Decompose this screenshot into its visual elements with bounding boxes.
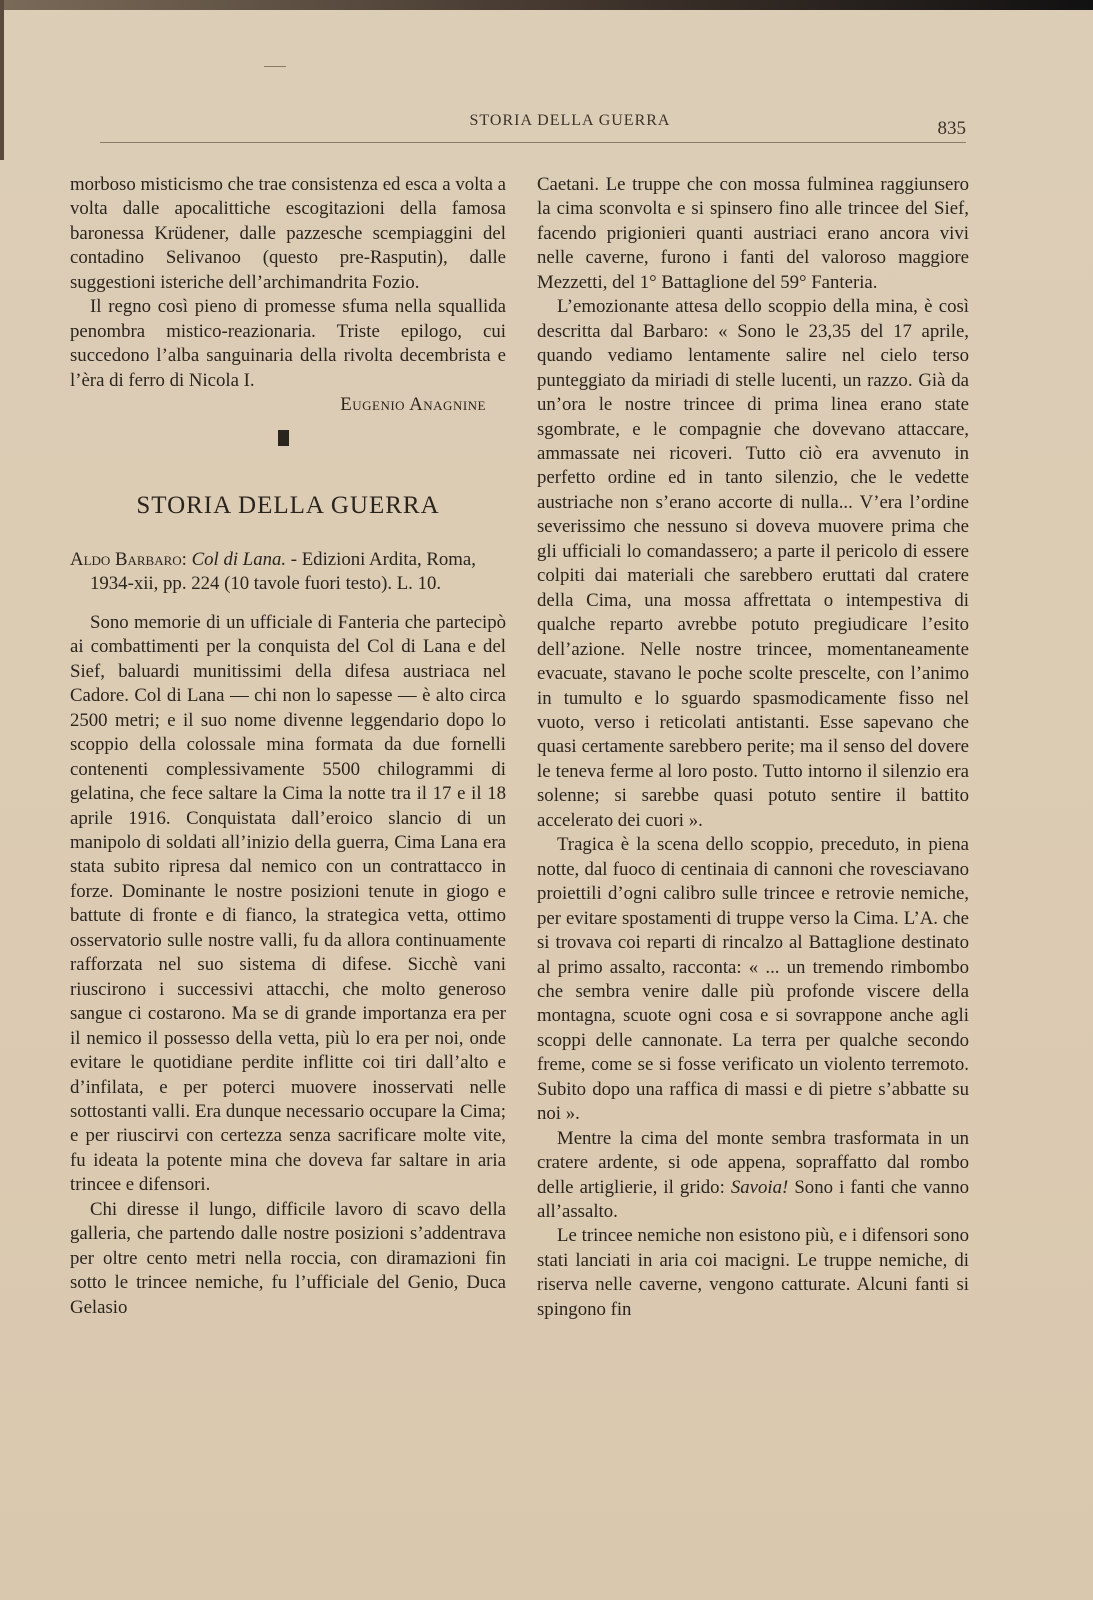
paragraph (537, 1127, 969, 1225)
bib-author: Aldo Barbaro: (70, 548, 187, 570)
left-column (70, 173, 506, 1320)
end-mark (278, 430, 289, 446)
italic-exclamation: Savoia! (730, 1176, 789, 1198)
paragraph: Sono memorie di un ufficiale di Fanteria che partecipò ai combattimenti per la conquista del Col di Lana e del Sief, baluardi munitissimi della difesa austriaca nel Cadore. Col di Lana — chi non lo sapesse — è alto circa 2500 metri; e il suo nome divenne leggendario dopo lo scoppio della colossale mina formata da due fornelli contenenti complessivamente 5500 chilogrammi di gelatina, che fece saltare la Cima la notte tra il 17 e il 18 aprile 1916. Conquistata dall’eroico slancio di un manipolo di soldati all’inizio della guerra, Cima Lana era stata subito ripresa dal nemico con un contrattacco in forze. Dominante le nostre posizioni tenute in giogo e battute di fronte e di fianco, la strategica vetta, ottimo osservatorio sulle nostre valli, fu da allora continuamente rafforzata nel suo sistema di difese. Sicchè vani riuscirono i successivi attacchi, che molto generoso sangue ci costarono. Ma se di grande importanza era per il nemico il possesso della vetta, più lo era per noi, onde evitare le quotidiane perdite inflitte coi tiri dall’alto e d’infilata, e per poterci muovere inosservati nelle sottostanti valli. Era dunque necessario occupare la Cima; e per riuscirvi con certezza senza sacrificare molte vite, fu ideata la potente mina che doveva far saltare in aria trincee e difensori. (70, 611, 506, 1196)
bibliographic-entry (70, 548, 506, 597)
paragraph: Tragica è la scena dello scoppio, preceduto, in piena notte, dal fuoco di centinaia di cannoni che rovesciavano proiettili d’ogni calibro sulle trincee e retrovie nemiche, per evitare spostamenti di truppe verso la Cima. L’A. che si trovava coi reparti di rincalzo al Battaglione destinato al primo assalto, racconta: « ... un tremendo rimbombo che sembra venire dalle più profonde viscere della montagna, scuote ogni cosa e si sovrappone anche agli scoppi delle cannonate. La terra per qualche secondo freme, come se si fosse verificato un violento terremoto. Subito dopo una raffica di massi e di pietre s’abbatte su noi ». (537, 834, 969, 1125)
mark-dash (264, 66, 286, 67)
paragraph: Chi diresse il lungo, difficile lavoro di scavo della galleria, che partendo dalle nostre posizioni s’addentrava per oltre cento metri nella roccia, con diramazioni fin sotto le trincee nemiche, fu l’ufficiale del Genio, Duca Gelasio (70, 1198, 506, 1318)
paragraph: morboso misticismo che trae consistenza ed esca a volta a volta dalle apocalittiche escogitazioni della famosa baronessa Krüdener, dalle pazzesche scempiaggini del contadino Selivanoo (questo pre-Rasputin), dalle suggestioni isteriche dell’archimandrita Fozio. (70, 174, 506, 293)
text-run: Sono i fanti che vanno all’assalto. (537, 1176, 969, 1223)
section-title: STORIA DELLA GUERRA (136, 491, 440, 519)
paragraph: Le trincee nemiche non esistono più, e i difensori sono stati lanciati in aria coi macigni. Le truppe nemiche, di riserva nelle caverne, vengono catturate. Alcuni fanti si spingono fin (537, 1225, 969, 1320)
running-title: STORIA DELLA GUERRA (469, 112, 671, 129)
page-top-edge (0, 0, 1093, 10)
author-signature: Eugenio Anagnine (340, 394, 486, 416)
page-left-edge (0, 0, 4, 160)
paragraph: Caetani. Le truppe che con mossa fulminea raggiunsero la cima sconvolta e si spinsero fino alle trincee del Sief, facendo prigionieri quanti austriaci erano ancora vivi nelle caverne, furono i fanti del valoroso maggiore Mezzetti, del 1° Battaglione del 59° Fanteria. (537, 174, 969, 293)
header-rule (100, 142, 966, 144)
paragraph: Il regno così pieno di promesse sfuma nella squallida penombra mistico-reazionaria. Triste epilogo, cui succedono l’alba sanguinaria della rivolta decembrista e l’èra di ferro di Nicola I. (70, 296, 506, 391)
right-column (537, 173, 969, 1322)
page-number: 835 (937, 118, 966, 139)
paragraph: L’emozionante attesa dello scoppio della mina, è così descritta dal Barbaro: « Sono le 23,35 del 17 aprile, quando vediamo lentamente salire nel cielo terso punteggiato da miriadi di stelle lucenti, un razzo. Già da un’ora le nostre trincee di prima linea erano state sgombrate, e le compagnie che dovevano attaccare, ammassate nei ricoveri. Tutto ciò era avvenuto in perfetto ordine ed in tanto silenzio, che le vedette austriache non s’erano accorte di nulla... V’era l’ordine severissimo che nessuno si doveva muovere prima che gli ufficiali lo comandassero; a parte il pericolo di essere colpiti dai materiali che sarebbero eruttati dal cratere della Cima, una mossa affrettata o intempestiva di qualche reparto avrebbe potuto pregiudicare l’esito dell’azione. Nelle nostre trincee, momentaneamente evacuate, stavano le poche scolte prescelte, con l’animo in tumulto e lo sguardo spasmodicamente fisso nel vuoto, verso i reticolati antistanti. Esse sapevano che quasi certamente sarebbero perite; ma il senso del dovere le teneva ferme al loro posto. Tutto intorno il silenzio era solenne; si sarebbe quasi potuto sentire il battito accelerato dei cuori ». (537, 296, 969, 831)
text-run: Mentre la cima del monte sembra trasformata in un cratere ardente, si ode appena, sopraffatto dal rombo delle artiglierie, il grido: (537, 1127, 969, 1198)
bib-title: Col di Lana. (191, 548, 287, 570)
bib-details: - Edizioni Ardita, Roma, 1934-xii, pp. 224 (10 tavole fuori testo). L. 10. (90, 548, 476, 595)
running-head (100, 112, 968, 144)
